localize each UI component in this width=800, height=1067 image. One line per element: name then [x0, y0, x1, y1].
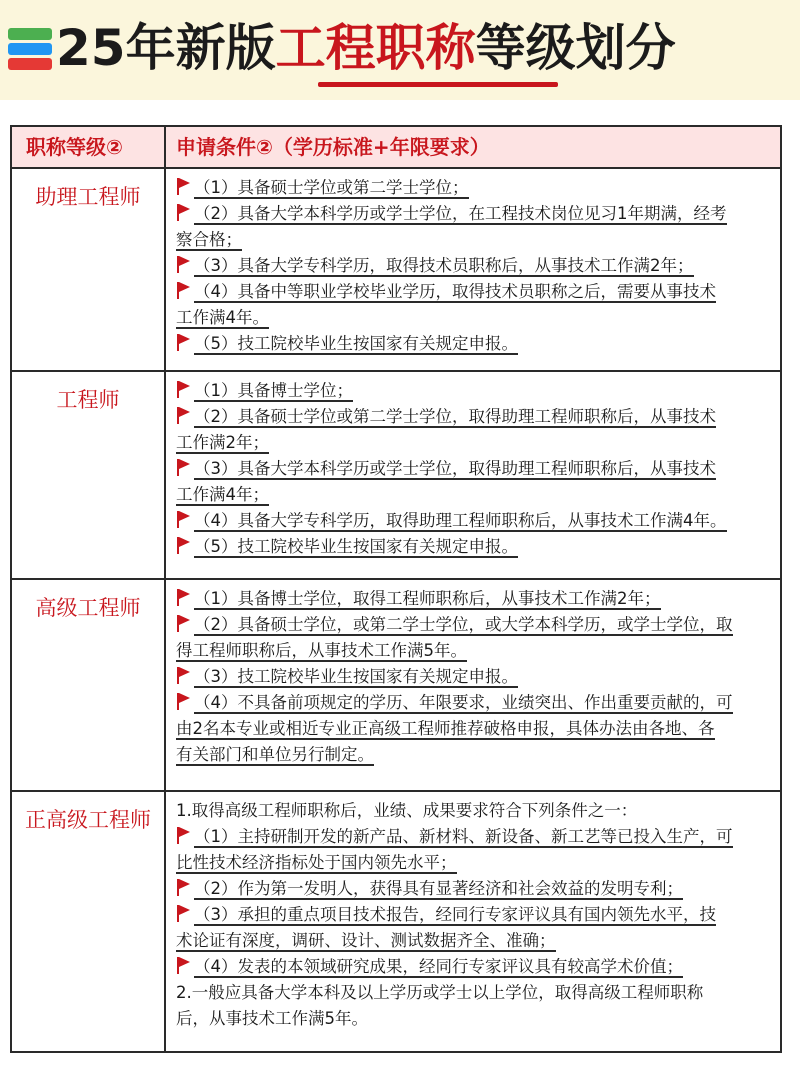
red-flag-icon	[176, 691, 190, 711]
condition-text: （5）技工院校毕业生按国家有关规定申报。	[194, 334, 518, 353]
red-flag-icon	[176, 379, 190, 399]
condition-text: （3）具备大学本科学历或学士学位，取得助理工程师职称后，从事技术	[194, 459, 716, 478]
condition-text: 察合格；	[176, 230, 242, 249]
condition-text: 得工程师职称后，从事技术工作满5年。	[176, 641, 467, 660]
table-row	[12, 790, 780, 1051]
red-flag-icon	[176, 405, 190, 425]
red-flag-icon	[176, 955, 190, 975]
red-flag-icon	[176, 176, 190, 196]
condition-item	[176, 664, 776, 690]
level-cell: 正高级工程师	[25, 808, 151, 832]
condition-text: 后，从事技术工作满5年。	[176, 1009, 368, 1028]
condition-text: （2）作为第一发明人，获得具有显著经济和社会效益的发明专利；	[194, 879, 683, 898]
condition-text: 工作满4年；	[176, 485, 269, 504]
condition-text: （2）具备硕士学位或第二学士学位，取得助理工程师职称后，从事技术	[194, 407, 716, 426]
condition-text: 术论证有深度，调研、设计、测试数据齐全、准确；	[176, 931, 556, 950]
red-flag-icon	[176, 587, 190, 607]
condition-item	[176, 201, 776, 253]
qualification-table	[10, 125, 782, 1053]
table-row	[12, 578, 780, 790]
books-icon	[8, 28, 54, 72]
red-flag-icon	[176, 825, 190, 845]
condition-text: 比性技术经济指标处于国内领先水平；	[176, 853, 457, 872]
condition-text: （3）技工院校毕业生按国家有关规定申报。	[194, 667, 518, 686]
level-cell: 工程师	[56, 388, 120, 412]
condition-text: （5）技工院校毕业生按国家有关规定申报。	[194, 537, 518, 556]
condition-text: （1）具备博士学位，取得工程师职称后，从事技术工作满2年；	[194, 589, 661, 608]
condition-item	[176, 690, 776, 768]
red-flag-icon	[176, 535, 190, 555]
red-flag-icon	[176, 332, 190, 352]
table-row	[12, 370, 780, 578]
title-underline	[318, 82, 558, 87]
header-conditions: 申请条件②（学历标准+年限要求）	[176, 135, 490, 159]
red-flag-icon	[176, 202, 190, 222]
red-flag-icon	[176, 877, 190, 897]
condition-item	[176, 175, 776, 201]
title-prefix: 25年新版	[56, 19, 276, 77]
condition-text: 工作满4年。	[176, 308, 269, 327]
red-flag-icon	[176, 509, 190, 529]
red-flag-icon	[176, 665, 190, 685]
header-banner	[0, 0, 800, 100]
condition-item	[176, 876, 776, 902]
condition-item	[176, 508, 776, 534]
condition-text: （2）具备大学本科学历或学士学位，在工程技术岗位见习1年期满，经考	[194, 204, 727, 223]
page-title	[56, 8, 676, 88]
condition-item	[176, 824, 776, 876]
condition-text: 1.取得高级工程师职称后，业绩、成果要求符合下列条件之一：	[176, 801, 638, 820]
condition-text: 由2名本专业或相近专业正高级工程师推荐破格申报，具体办法由各地、各	[176, 719, 715, 738]
red-flag-icon	[176, 254, 190, 274]
condition-item	[176, 331, 776, 357]
condition-text: （4）发表的本领域研究成果，经同行专家评议具有较高学术价值；	[194, 957, 683, 976]
conditions-cell	[176, 175, 776, 357]
red-flag-icon	[176, 280, 190, 300]
condition-text: （1）具备博士学位；	[194, 381, 353, 400]
condition-text: 有关部门和单位另行制定。	[176, 745, 374, 764]
condition-text: （3）承担的重点项目技术报告，经同行专家评议具有国内领先水平，技	[194, 905, 716, 924]
condition-item	[176, 586, 776, 612]
table-row	[12, 167, 780, 370]
condition-item	[176, 954, 776, 980]
condition-text: （4）具备大学专科学历，取得助理工程师职称后，从事技术工作满4年。	[194, 511, 727, 530]
red-flag-icon	[176, 903, 190, 923]
condition-item	[176, 456, 776, 508]
condition-text: （1）具备硕士学位或第二学士学位；	[194, 178, 469, 197]
conditions-cell	[176, 586, 776, 768]
condition-text: （4）具备中等职业学校毕业学历，取得技术员职称之后，需要从事技术	[194, 282, 716, 301]
conditions-cell	[176, 798, 776, 1032]
level-cell: 高级工程师	[35, 596, 141, 620]
condition-text: （2）具备硕士学位，或第二学士学位，或大学本科学历，或学士学位，取	[194, 615, 733, 634]
condition-item	[176, 378, 776, 404]
conditions-cell	[176, 378, 776, 560]
title-suffix: 等级划分	[475, 19, 676, 77]
condition-item	[176, 404, 776, 456]
red-flag-icon	[176, 613, 190, 633]
red-flag-icon	[176, 457, 190, 477]
condition-text: 2.一般应具备大学本科及以上学历或学士以上学位，取得高级工程师职称	[176, 983, 704, 1002]
condition-item	[176, 902, 776, 954]
condition-text: （1）主持研制开发的新产品、新材料、新设备、新工艺等已投入生产，可	[194, 827, 733, 846]
condition-item	[176, 253, 776, 279]
condition-item	[176, 279, 776, 331]
title-highlight: 工程职称	[275, 19, 476, 77]
level-cell: 助理工程师	[35, 185, 141, 209]
condition-text: 工作满2年；	[176, 433, 269, 452]
condition-item	[176, 534, 776, 560]
header-level: 职称等级②	[26, 135, 123, 159]
condition-text: （4）不具备前项规定的学历、年限要求，业绩突出、作出重要贡献的，可	[194, 693, 733, 712]
condition-item	[176, 612, 776, 664]
condition-item	[176, 980, 776, 1032]
condition-text: （3）具备大学专科学历，取得技术员职称后，从事技术工作满2年；	[194, 256, 694, 275]
table-header-row	[12, 127, 780, 169]
condition-item	[176, 798, 776, 824]
